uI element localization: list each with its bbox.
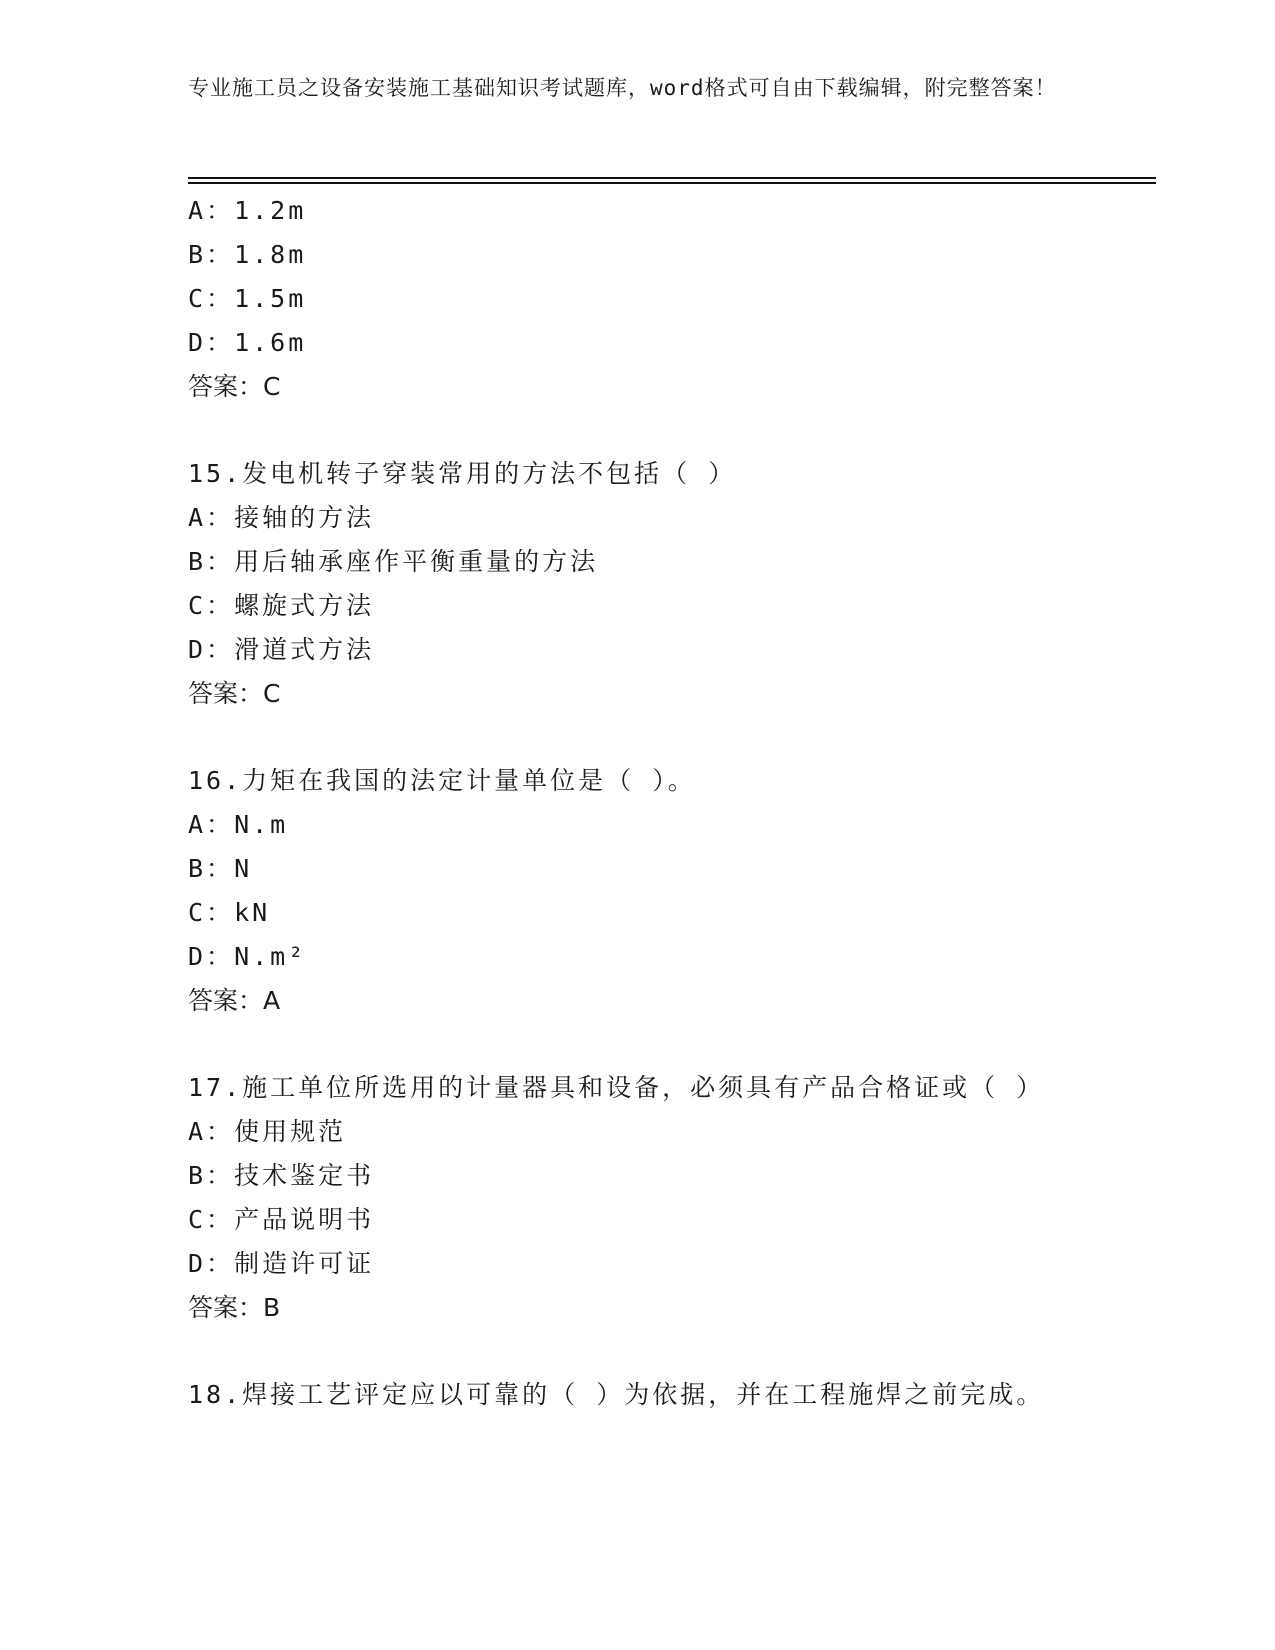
option-d bbox=[188, 327, 306, 359]
option-label: D： bbox=[188, 1249, 235, 1278]
option-b bbox=[188, 546, 598, 578]
option-label: B： bbox=[188, 1161, 235, 1190]
option-a bbox=[188, 195, 306, 227]
question-stem: 17.施工单位所选用的计量器具和设备，必须具有产品合格证或（ ） bbox=[188, 1073, 1045, 1102]
option-label: A： bbox=[188, 196, 235, 225]
header-divider-bottom bbox=[188, 182, 1156, 184]
option-text: 使用规范 bbox=[234, 1117, 347, 1146]
option-a bbox=[188, 502, 374, 534]
option-b bbox=[188, 853, 252, 885]
option-label: A： bbox=[188, 810, 235, 839]
answer-line bbox=[188, 1292, 280, 1324]
option-label: C： bbox=[188, 1205, 235, 1234]
option-text: 1.2m bbox=[234, 196, 307, 225]
option-text: 制造许可证 bbox=[234, 1249, 375, 1278]
answer-label: 答案： bbox=[188, 1293, 264, 1322]
option-text: 1.8m bbox=[234, 240, 307, 269]
answer-value: B bbox=[263, 1293, 281, 1322]
option-a bbox=[188, 809, 288, 841]
option-label: B： bbox=[188, 854, 235, 883]
option-label: B： bbox=[188, 240, 235, 269]
option-text: kN bbox=[234, 898, 271, 927]
option-label: C： bbox=[188, 284, 235, 313]
option-c bbox=[188, 897, 270, 929]
answer-line bbox=[188, 678, 280, 710]
option-label: B： bbox=[188, 547, 235, 576]
option-d bbox=[188, 634, 374, 666]
header-divider-top bbox=[188, 177, 1156, 179]
option-text: 1.5m bbox=[234, 284, 307, 313]
question-stem: 18.焊接工艺评定应以可靠的（ ）为依据，并在工程施焊之前完成。 bbox=[188, 1380, 1045, 1409]
option-text: 技术鉴定书 bbox=[234, 1161, 375, 1190]
option-text: 1.6m bbox=[234, 328, 307, 357]
option-text: 接轴的方法 bbox=[234, 503, 375, 532]
option-label: A： bbox=[188, 503, 235, 532]
option-text: 螺旋式方法 bbox=[234, 591, 375, 620]
answer-label: 答案： bbox=[188, 679, 264, 708]
answer-value: A bbox=[263, 986, 281, 1015]
question-stem: 15.发电机转子穿装常用的方法不包括（ ） bbox=[188, 459, 737, 488]
answer-label: 答案： bbox=[188, 986, 264, 1015]
answer-value: C bbox=[263, 679, 281, 708]
option-c bbox=[188, 1204, 374, 1236]
option-label: D： bbox=[188, 942, 235, 971]
option-text: 用后轴承座作平衡重量的方法 bbox=[234, 547, 599, 576]
document-header: 专业施工员之设备安装施工基础知识考试题库，word格式可自由下载编辑，附完整答案！ bbox=[188, 76, 1057, 100]
option-text: 滑道式方法 bbox=[234, 635, 375, 664]
option-b bbox=[188, 1160, 374, 1192]
answer-line bbox=[188, 371, 280, 403]
option-label: D： bbox=[188, 635, 235, 664]
option-label: A： bbox=[188, 1117, 235, 1146]
option-c bbox=[188, 590, 374, 622]
answer-line bbox=[188, 985, 280, 1017]
option-d bbox=[188, 1248, 374, 1280]
option-text: 产品说明书 bbox=[234, 1205, 375, 1234]
option-label: C： bbox=[188, 898, 235, 927]
option-label: D： bbox=[188, 328, 235, 357]
option-c bbox=[188, 283, 306, 315]
option-a bbox=[188, 1116, 346, 1148]
option-d bbox=[188, 941, 306, 973]
option-label: C： bbox=[188, 591, 235, 620]
option-b bbox=[188, 239, 306, 271]
question-stem: 16.力矩在我国的法定计量单位是（ ）。 bbox=[188, 766, 696, 795]
answer-value: C bbox=[263, 372, 281, 401]
answer-label: 答案： bbox=[188, 372, 264, 401]
option-text: N.m² bbox=[234, 942, 307, 971]
option-text: N.m bbox=[234, 810, 289, 839]
option-text: N bbox=[234, 854, 253, 883]
